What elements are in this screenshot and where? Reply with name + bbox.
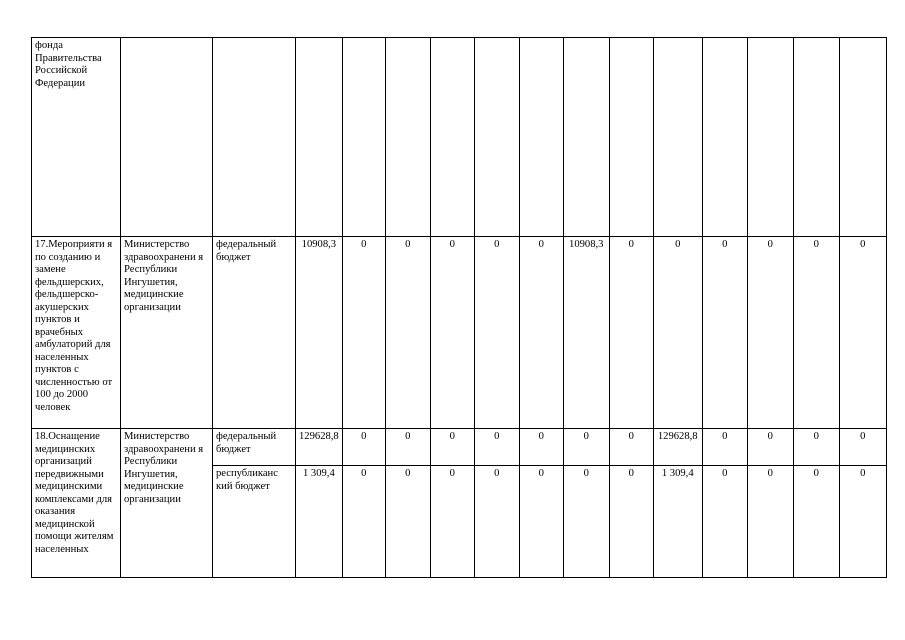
value-cell: 0 xyxy=(747,429,793,466)
value-cell: 0 xyxy=(474,237,519,429)
value-cell xyxy=(563,38,609,237)
value-cell: 129628,8 xyxy=(653,429,702,466)
value-cell: 129628,8 xyxy=(296,429,343,466)
value-cell xyxy=(609,38,653,237)
source-cell: республиканс кий бюджет xyxy=(213,466,296,578)
value-cell: 0 xyxy=(793,429,839,466)
value-cell: 0 xyxy=(793,466,839,578)
value-cell: 0 xyxy=(839,237,886,429)
value-cell xyxy=(702,38,747,237)
value-cell: 0 xyxy=(609,429,653,466)
value-cell: 0 xyxy=(385,237,430,429)
executor-cell: Министерство здравоохранени я Республики Ингушетия, медицинские организации xyxy=(121,237,213,429)
value-cell xyxy=(653,38,702,237)
value-cell: 0 xyxy=(430,237,474,429)
value-cell: 0 xyxy=(519,237,563,429)
value-cell: 1 309,4 xyxy=(653,466,702,578)
value-cell: 0 xyxy=(474,466,519,578)
value-cell: 0 xyxy=(519,466,563,578)
value-cell: 0 xyxy=(474,429,519,466)
table-row xyxy=(32,237,887,429)
value-cell xyxy=(793,38,839,237)
value-cell: 10908,3 xyxy=(563,237,609,429)
table-row xyxy=(32,38,887,237)
value-cell: 0 xyxy=(342,429,385,466)
executor-cell: Министерство здравоохранени я Республики Ингушетия, медицинские организации xyxy=(121,429,213,578)
value-cell: 0 xyxy=(342,466,385,578)
value-cell xyxy=(342,38,385,237)
activity-cell: фонда Правительства Российской Федерации xyxy=(32,38,121,237)
source-cell: федеральный бюджет xyxy=(213,429,296,466)
value-cell xyxy=(519,38,563,237)
value-cell: 0 xyxy=(609,237,653,429)
value-cell: 0 xyxy=(430,429,474,466)
source-cell xyxy=(213,38,296,237)
executor-cell xyxy=(121,38,213,237)
value-cell xyxy=(747,38,793,237)
activity-cell: 18.Оснащение медицинских организаций передвижными медицинскими комплексами для оказания медицинской помощи жителям населенных xyxy=(32,429,121,578)
activity-cell: 17.Мероприяти я по созданию и замене фельдшерских, фельдшерско-акушерских пунктов и врачебных амбулаторий для населенных пунктов с численностью от 100 до 2000 человек xyxy=(32,237,121,429)
value-cell: 0 xyxy=(385,429,430,466)
value-cell: 0 xyxy=(702,237,747,429)
value-cell xyxy=(839,38,886,237)
value-cell: 0 xyxy=(839,429,886,466)
value-cell: 0 xyxy=(430,466,474,578)
value-cell xyxy=(474,38,519,237)
value-cell: 0 xyxy=(609,466,653,578)
value-cell: 0 xyxy=(747,466,793,578)
value-cell xyxy=(385,38,430,237)
value-cell: 0 xyxy=(385,466,430,578)
value-cell: 10908,3 xyxy=(296,237,343,429)
value-cell xyxy=(430,38,474,237)
value-cell xyxy=(296,38,343,237)
value-cell: 0 xyxy=(793,237,839,429)
value-cell: 0 xyxy=(342,237,385,429)
value-cell: 0 xyxy=(839,466,886,578)
value-cell: 0 xyxy=(747,237,793,429)
value-cell: 0 xyxy=(563,429,609,466)
value-cell: 1 309,4 xyxy=(296,466,343,578)
table-row xyxy=(32,429,887,466)
value-cell: 0 xyxy=(563,466,609,578)
budget-table xyxy=(31,37,887,578)
source-cell: федеральный бюджет xyxy=(213,237,296,429)
value-cell: 0 xyxy=(653,237,702,429)
value-cell: 0 xyxy=(702,429,747,466)
value-cell: 0 xyxy=(702,466,747,578)
value-cell: 0 xyxy=(519,429,563,466)
